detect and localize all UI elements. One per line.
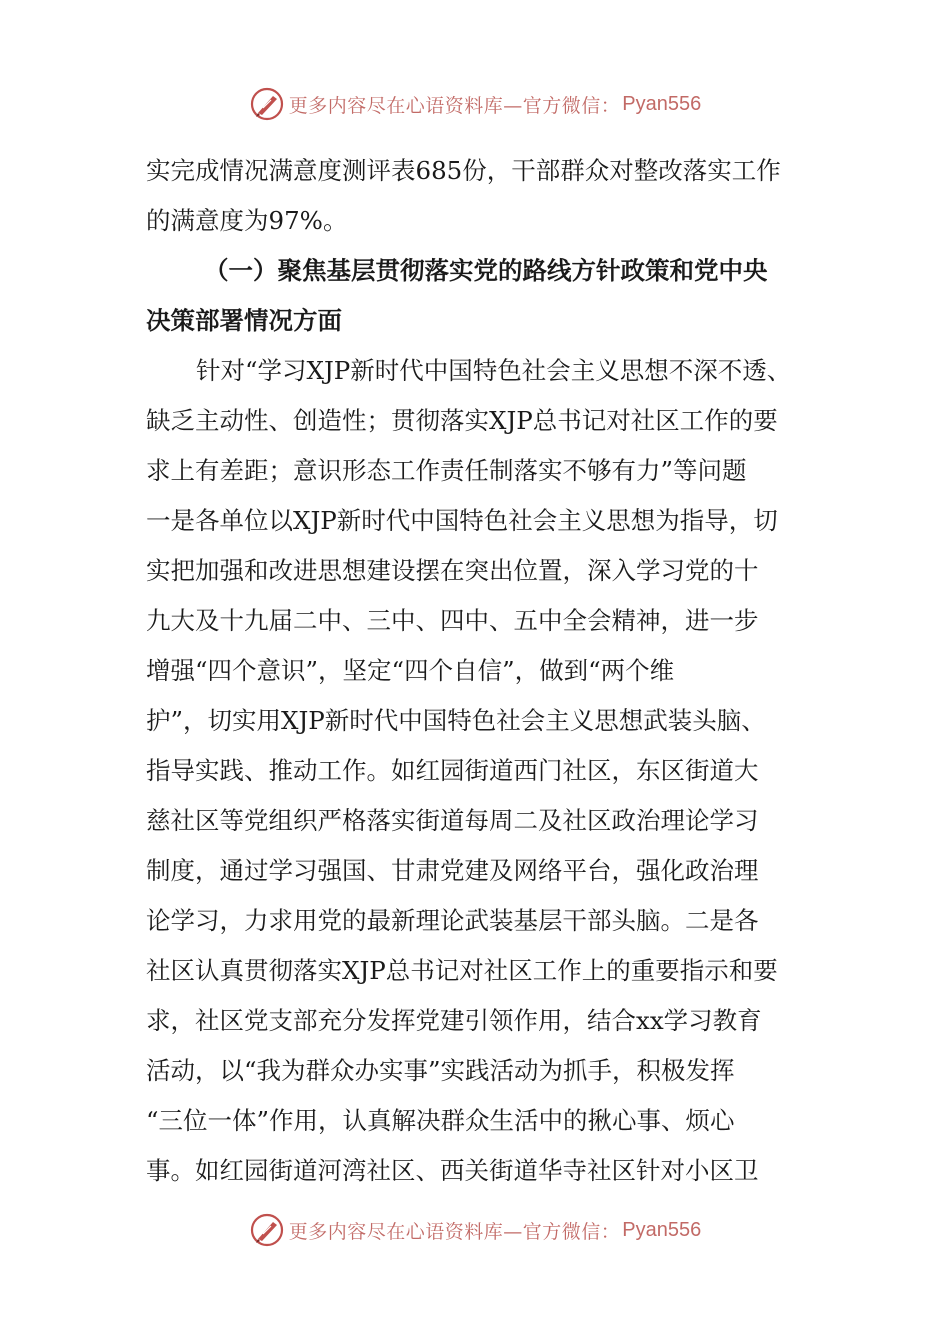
text-line: 论学习，力求用党的最新理论武装基层干部头脑。二是各 (146, 906, 759, 935)
text-line: 针对“学习XJP新时代中国特色社会主义思想不深不透、 (196, 356, 792, 385)
pen-seal-icon (249, 86, 285, 122)
paragraph-1 (146, 146, 810, 246)
heading-line: （一）聚焦基层贯彻落实党的路线方针政策和党中央 (204, 256, 768, 285)
section-heading (146, 246, 810, 346)
text-line: 缺乏主动性、创造性；贯彻落实XJP总书记对社区工作的要 (146, 406, 778, 435)
text-line: 慈社区等党组织严格落实街道每周二及社区政治理论学习 (146, 806, 759, 835)
heading-line: 决策部署情况方面 (146, 306, 342, 335)
text-line: 事。如红园街道河湾社区、西关街道华寺社区针对小区卫 (146, 1156, 759, 1185)
text-line: 制度，通过学习强国、甘肃党建及网络平台，强化政治理 (146, 856, 759, 885)
text-line: 护”，切实用XJP新时代中国特色社会主义思想武装头脑、 (146, 706, 766, 735)
watermark-text: 更多内容尽在心语资料库—官方微信： (288, 1220, 621, 1243)
document-body (146, 146, 810, 1196)
watermark-text: 更多内容尽在心语资料库—官方微信： (288, 94, 621, 117)
text-line: 一是各单位以XJP新时代中国特色社会主义思想为指导，切 (146, 506, 778, 535)
text-line: “三位一体”作用，认真解决群众生活中的揪心事、烦心 (146, 1106, 735, 1135)
text-line: 九大及十九届二中、三中、四中、五中全会精神，进一步 (146, 606, 759, 635)
watermark-id: Pyan556 (622, 1218, 702, 1241)
text-line: 社区认真贯彻落实XJP总书记对社区工作上的重要指示和要 (146, 956, 778, 985)
pen-seal-icon (249, 1212, 285, 1248)
text-line: 实把加强和改进思想建设摆在突出位置，深入学习党的十 (146, 556, 759, 585)
text-line: 实完成情况满意度测评表685份，干部群众对整改落实工作 (146, 156, 781, 185)
text-line: 增强“四个意识”，坚定“四个自信”，做到“两个维 (146, 656, 675, 685)
text-line: 指导实践、推动工作。如红园街道西门社区，东区街道大 (146, 756, 759, 785)
watermark-header (0, 84, 950, 124)
text-line: 活动，以“我为群众办实事”实践活动为抓手，积极发挥 (146, 1056, 735, 1085)
text-line: 求，社区党支部充分发挥党建引领作用，结合xx学习教育 (146, 1006, 762, 1035)
watermark-footer (0, 1210, 950, 1250)
text-line: 的满意度为97%。 (146, 206, 348, 235)
watermark-id: Pyan556 (622, 92, 702, 115)
paragraph-2 (146, 346, 810, 1196)
text-line: 求上有差距；意识形态工作责任制落实不够有力”等问题 (146, 456, 747, 485)
